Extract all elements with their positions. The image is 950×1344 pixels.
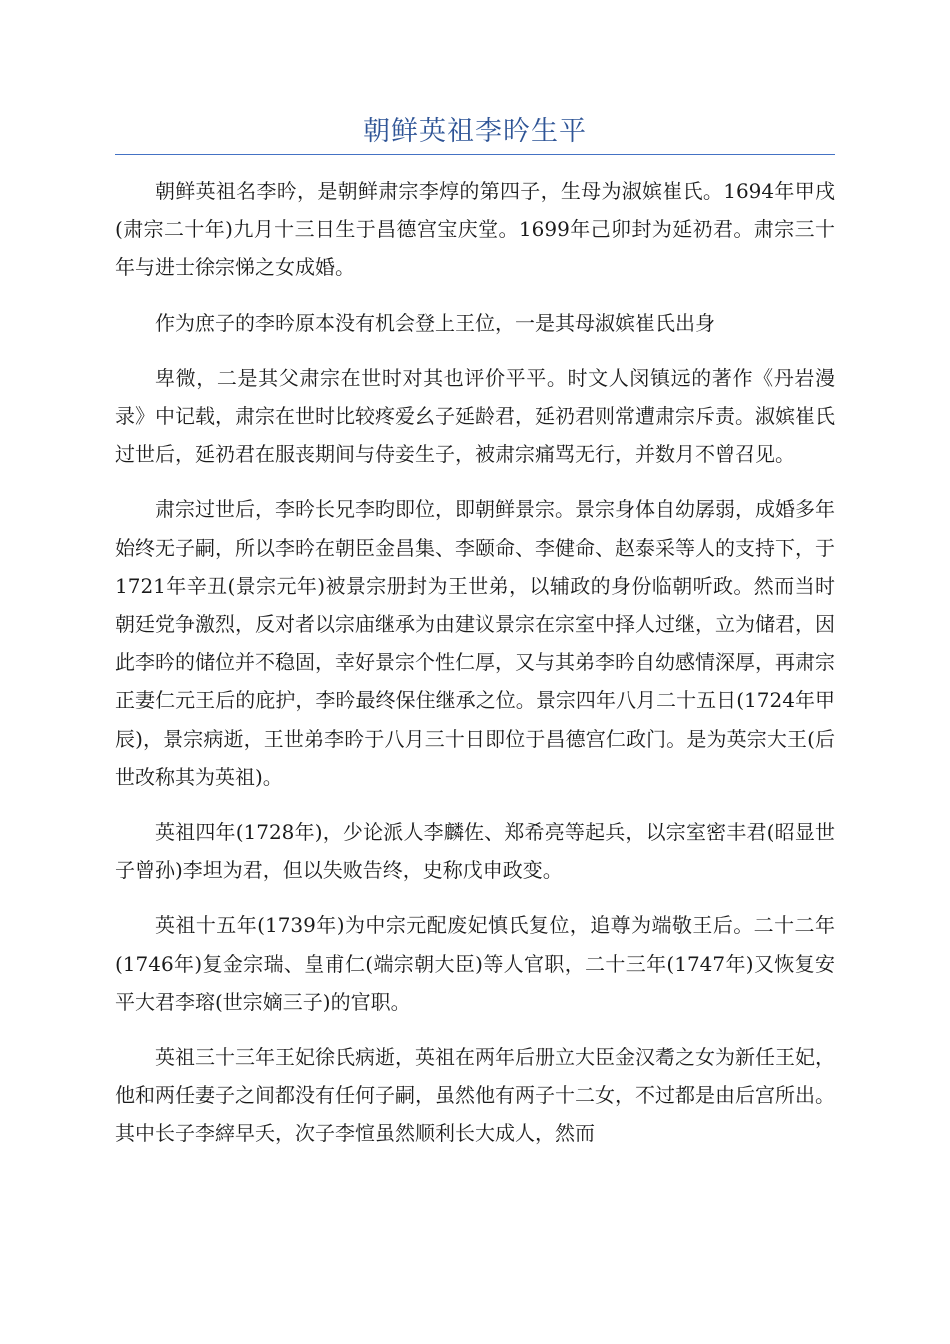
paragraph-7: 英祖三十三年王妃徐氏病逝，英祖在两年后册立大臣金汉耈之女为新任王妃，他和两任妻子之间都没有任何子嗣，虽然他有两子十二女，不过都是由后宫所出。其中长子李縡早夭，次子李愃虽然顺利长大成人，然而 <box>115 1045 835 1146</box>
document-body <box>115 172 835 1170</box>
paragraph-6: 英祖十五年(1739年)为中宗元配废妃慎氏复位，追尊为端敬王后。二十二年(1746年)复金宗瑞、皇甫仁(端宗朝大臣)等人官职，二十三年(1747年)又恢复安平大君李瑢(世宗嫡三子)的官职。 <box>115 913 835 1014</box>
paragraph-2: 作为庶子的李昑原本没有机会登上王位，一是其母淑嫔崔氏出身 <box>155 310 715 335</box>
paragraph-5: 英祖四年(1728年)，少论派人李麟佐、郑希亮等起兵，以宗室密丰君(昭显世子曾孙)李坦为君，但以失败告终，史称戊申政变。 <box>115 820 835 883</box>
paragraph-3: 卑微，二是其父肃宗在世时对其也评价平平。时文人闵镇远的著作《丹岩漫录》中记载，肃宗在世时比较疼爱幺子延龄君，延礽君则常遭肃宗斥责。淑嫔崔氏过世后，延礽君在服丧期间与侍妾生子，被肃宗痛骂无行，并数月不曾召见。 <box>115 365 835 467</box>
document-title: 朝鲜英祖李昑生平 <box>363 116 587 147</box>
title-underline <box>115 154 835 155</box>
paragraph-4: 肃宗过世后，李昑长兄李昀即位，即朝鲜景宗。景宗身体自幼孱弱，成婚多年始终无子嗣，所以李昑在朝臣金昌集、李颐命、李健命、赵泰采等人的支持下，于1721年辛丑(景宗元年)被景宗册封为王世弟，以辅政的身份临朝听政。然而当时朝廷党争激烈，反对者以宗庙继承为由建议景宗在宗室中择人过继，立为储君，因此李昑的储位并不稳固，幸好景宗个性仁厚，又与其弟李昑自幼感情深厚，再肃宗正妻仁元王后的庇护，李昑最终保住继承之位。景宗四年八月二十五日(1724年甲辰)，景宗病逝，王世弟李昑于八月三十日即位于昌德宫仁政门。是为英宗大王(后世改称其为英祖)。 <box>115 497 835 789</box>
paragraph-1: 朝鲜英祖名李昑，是朝鲜肃宗李焞的第四子，生母为淑嫔崔氏。1694年甲戌(肃宗二十年)九月十三日生于昌德宫宝庆堂。1699年己卯封为延礽君。肃宗三十年与进士徐宗悌之女成婚。 <box>115 179 835 280</box>
